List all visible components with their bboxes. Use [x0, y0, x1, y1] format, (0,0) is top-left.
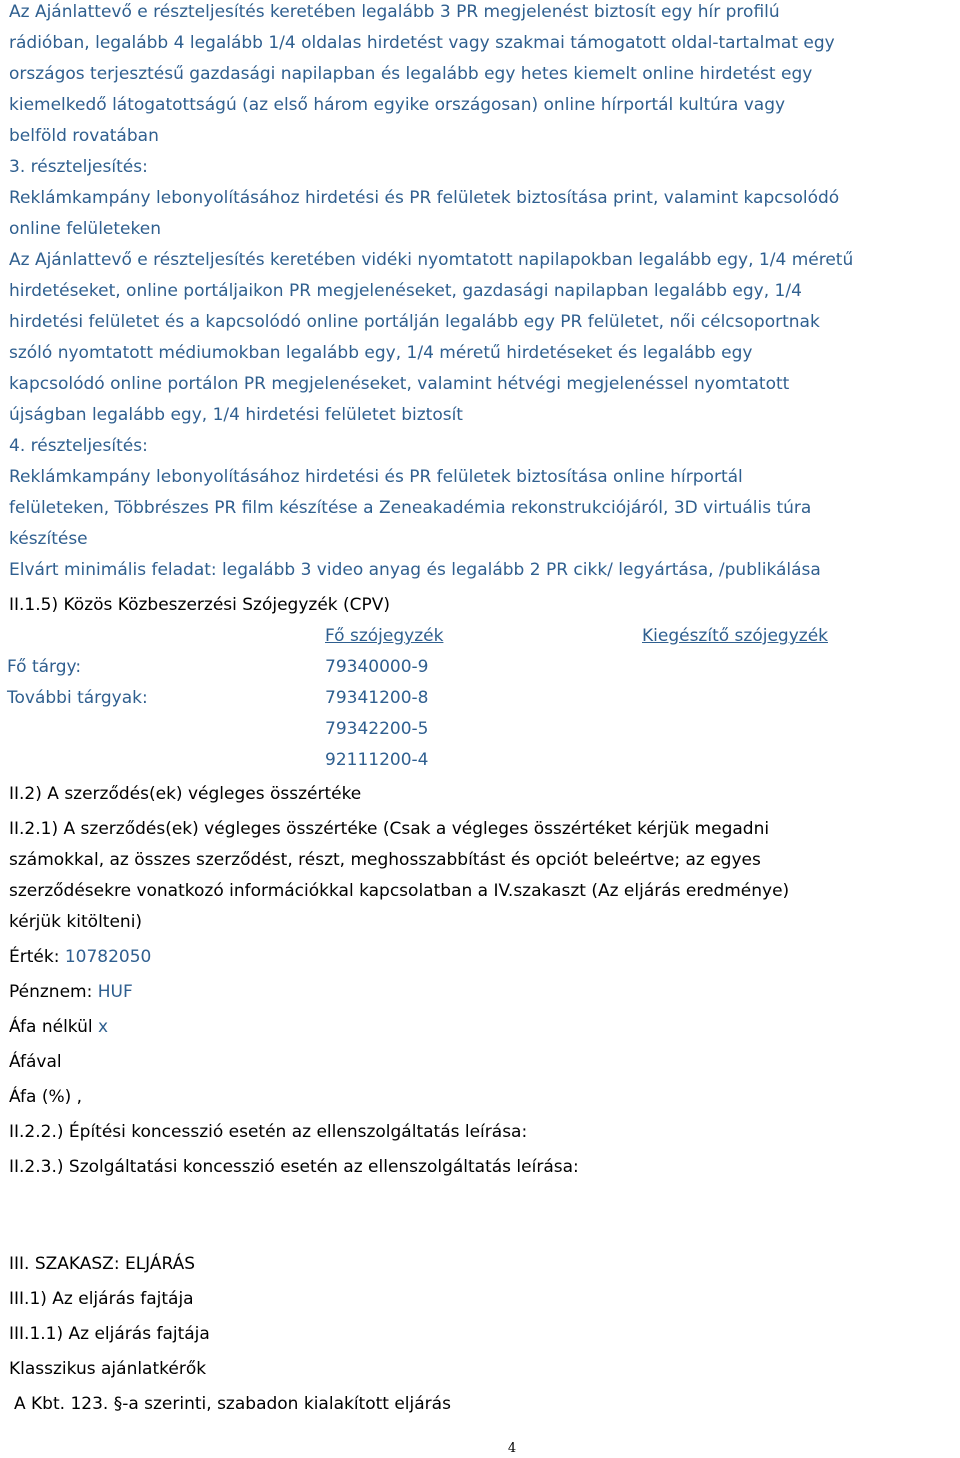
cpv-main-vocab-header: Fő szójegyzék	[325, 626, 444, 646]
with-vat-label: Áfával	[9, 1052, 62, 1072]
contract-value-subheading-line: számokkal, az összes szerződést, részt, meghosszabbítást és opciót beleértve; az egyes	[9, 850, 761, 870]
currency-row	[9, 977, 954, 1008]
part3-desc-line: újságban legalább egy, 1/4 hirdetési felületet biztosít	[9, 405, 463, 425]
part4-block	[9, 431, 954, 586]
cpv-header-row	[9, 621, 954, 652]
cpv-other-code: 92111200-4	[325, 750, 429, 770]
text-line: belföld rovatában	[9, 126, 159, 146]
page-number: 4	[507, 1441, 517, 1456]
cpv-supplementary-vocab-header: Kiegészítő szójegyzék	[642, 626, 828, 646]
works-concession-heading: II.2.2.) Építési koncesszió esetén az ellenszolgáltatás leírása:	[9, 1122, 528, 1142]
cpv-heading: II.1.5) Közös Közbeszerzési Szójegyzék (CPV)	[9, 595, 391, 615]
part3-desc-line: hirdetéseket, online portáljaikon PR megjelenéseket, gazdasági napilapban legalább egy, 1/4	[9, 281, 802, 301]
vat-percent-label: Áfa (%) ,	[9, 1087, 83, 1107]
part2-description	[9, 0, 954, 152]
part3-heading: 3. részteljesítés:	[9, 157, 148, 177]
part4-title-line: felületeken, Többrészes PR film készítése a Zeneakadémia rekonstrukciójáról, 3D virtuális túra	[9, 498, 812, 518]
value-label: Érték:	[9, 947, 60, 967]
value-row	[9, 942, 954, 973]
part3-desc-line: Az Ajánlattevő e részteljesítés keretében vidéki nyomtatott napilapokban legalább egy, 1/4 méretű	[9, 250, 854, 270]
contract-value-subheading-line: II.2.1) A szerződés(ek) végleges összértéke (Csak a végleges összértéket kérjük megadni	[9, 819, 770, 839]
part3-block	[9, 152, 954, 431]
text-line: Az Ajánlattevő e részteljesítés keretében legalább 3 PR megjelenést biztosít egy hír profilú	[9, 2, 780, 22]
part4-task: Elvárt minimális feladat: legalább 3 video anyag és legalább 2 PR cikk/ legyártása, /publikálása	[9, 560, 821, 580]
cpv-other-object-row	[9, 714, 954, 745]
cpv-other-code: 79341200-8	[325, 688, 429, 708]
part3-desc-line: kapcsolódó online portálon PR megjelenéseket, valamint hétvégi megjelenéssel nyomtatott	[9, 374, 790, 394]
cpv-other-object-label: További tárgyak:	[7, 688, 148, 708]
procedure-legal-basis: A Kbt. 123. §-a szerinti, szabadon kialakított eljárás	[14, 1394, 451, 1414]
part4-title-line: Reklámkampány lebonyolításához hirdetési és PR felületek biztosítása online hírportál	[9, 467, 743, 487]
part4-heading: 4. részteljesítés:	[9, 436, 148, 456]
contract-value-subheading-line: szerződésekre vonatkozó információkkal kapcsolatban a IV.szakaszt (Az eljárás eredménye)	[9, 881, 790, 901]
contract-value-heading: II.2) A szerződés(ek) végleges összértéke	[9, 784, 362, 804]
currency-value: HUF	[97, 982, 133, 1002]
document-page	[9, 0, 954, 1420]
procedure-type-heading: III.1) Az eljárás fajtája	[9, 1289, 194, 1309]
no-vat-row	[9, 1012, 954, 1043]
text-line: rádióban, legalább 4 legalább 1/4 oldalas hirdetést vagy szakmai támogatott oldal-tartalmat egy	[9, 33, 835, 53]
currency-label: Pénznem:	[9, 982, 93, 1002]
text-line: országos terjesztésű gazdasági napilapban és legalább egy hetes kiemelt online hirdetést egy	[9, 64, 813, 84]
value-amount: 10782050	[64, 947, 152, 967]
procedure-type-subheading: III.1.1) Az eljárás fajtája	[9, 1324, 210, 1344]
contract-value-section	[9, 779, 954, 1183]
part3-desc-line: hirdetési felületet és a kapcsolódó online portálján legalább egy PR felületet, női célcsoportnak	[9, 312, 820, 332]
procedure-type-value: Klasszikus ajánlatkérők	[9, 1359, 207, 1379]
procedure-section	[9, 1249, 954, 1420]
cpv-other-object-row	[9, 745, 954, 776]
cpv-main-code: 79340000-9	[325, 657, 429, 677]
part3-title-line: online felületeken	[9, 219, 161, 239]
cpv-main-object-row	[9, 652, 954, 683]
cpv-other-code: 79342200-5	[325, 719, 429, 739]
part3-desc-line: szóló nyomtatott médiumokban legalább egy, 1/4 méretű hirdetéseket és legalább egy	[9, 343, 753, 363]
text-line: kiemelkedő látogatottságú (az első három egyike országosan) online hírportál kultúra vagy	[9, 95, 786, 115]
part4-title-line: készítése	[9, 529, 88, 549]
service-concession-heading: II.2.3.) Szolgáltatási koncesszió esetén az ellenszolgáltatás leírása:	[9, 1157, 579, 1177]
cpv-main-object-label: Fő tárgy:	[7, 657, 82, 677]
part3-title-line: Reklámkampány lebonyolításához hirdetési és PR felületek biztosítása print, valamint kapcsolódó	[9, 188, 840, 208]
procedure-section-title: III. SZAKASZ: ELJÁRÁS	[9, 1254, 196, 1274]
no-vat-mark: x	[98, 1017, 109, 1037]
no-vat-label: Áfa nélkül	[9, 1017, 93, 1037]
cpv-other-object-row	[9, 683, 954, 714]
contract-value-subheading-line: kérjük kitölteni)	[9, 912, 143, 932]
cpv-section	[9, 590, 954, 776]
